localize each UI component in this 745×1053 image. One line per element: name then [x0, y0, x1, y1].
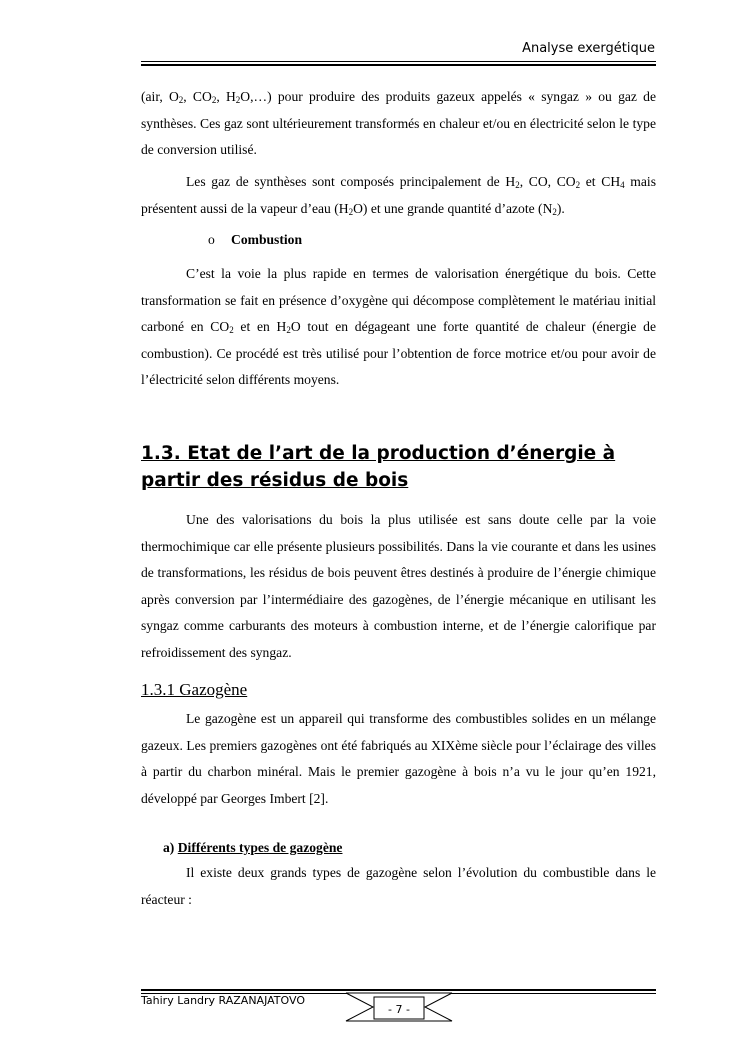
footer-author: Tahiry Landry RAZANAJATOVO [141, 994, 305, 1007]
footer-rule-thick [141, 989, 656, 991]
header-rule-thick [141, 64, 656, 66]
paragraph-combustion: C’est la voie la plus rapide en termes de valorisation énergétique du bois. Cette transformation se fait en présence d’oxygène qui décompose complètement le matériau initial carboné en $CO_2$ et en $H_2O$ tout en dégageant une forte quantité de chaleur (énergie de combustion). Ce procédé est très utilisé pour l’obtention de force motrice et/ou pour avoir de l’électricité selon différents moyens. [141, 266, 656, 387]
bullet-circle: o [208, 232, 215, 247]
paragraph-valorisation: Une des valorisations du bois la plus utilisée est sans doute celle par la voie thermochimique car elle présente plusieurs possibilités. Dans la vie courante et dans les usines de transformations, les résidus de bois peuvent êtres destinés à produire de l’énergie chimique après conversion par l’intermédiaire des gazogènes, de l’énergie mécanique en utilisant les syngaz comme carburants des moteurs à combustion interne, et de l’énergie calorifique par refroidissement des syngaz. [141, 512, 656, 660]
header-rule [141, 61, 656, 62]
running-header: Analyse exergétique [522, 41, 655, 56]
paragraph-gaz-synthese: Les gaz de synthèses sont composés principalement de $H_2$, CO, $CO_2$ et $CH_4$ mais présentent aussi de la vapeur d’eau $(H_2O)$ et une grande quantité d’azote $(N_2)$. [141, 174, 656, 217]
paragraph-syngaz: (air, $O_2$, $CO_2$, $H_2O,\dots$) pour produire des produits gazeux appelés « syngaz » ou gaz de synthèses. Ces gaz sont ultérieurement transformés en chaleur et/ou en électricité selon le type de conversion utilisé. [141, 89, 657, 157]
page-number: - 7 - [388, 1003, 410, 1016]
paragraph-types: Il existe deux grands types de gazogène selon l’évolution du combustible dans le réacteur : [141, 865, 656, 907]
subheading-types-gazogene: a) Différents types de gazogène [163, 840, 343, 855]
subsection-heading: 1.3.1 Gazogène [141, 680, 248, 699]
paragraph-gazogene: Le gazogène est un appareil qui transforme des combustibles solides en un mélange gazeux. Les premiers gazogènes ont été fabriqués au XIXème siècle pour l’éclairage des villes à partir du charbon minéral. Mais le premier gazogène à bois n’a vu le jour qu’en 1921, développé par Georges Imbert [2]. [141, 711, 656, 806]
section-heading: 1.3. Etat de l’art de la production d’énergie à partir des résidus de bois [141, 443, 616, 491]
bullet-combustion-label: Combustion [231, 232, 303, 247]
